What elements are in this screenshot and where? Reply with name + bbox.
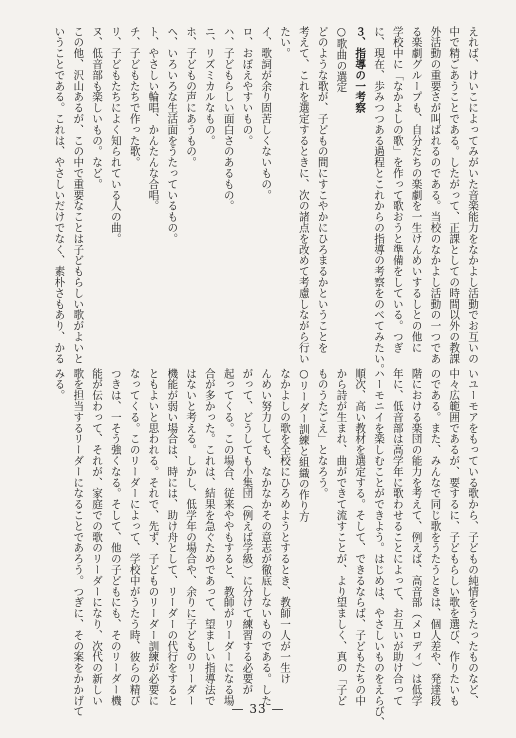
text-line: なってくる。このリーダーによって、学校中がうたう時、彼らの精ぴ: [128, 368, 141, 706]
text-line: ○リーダー訓練と組織の作り方: [297, 368, 310, 522]
text-line: つきは、一そう強くなる。そして、他の子どもにも、そのリーダー機: [109, 368, 122, 706]
upper-text-block: [42, 26, 482, 375]
text-line: 順次、高い教材を選定する。そして、できるならば、子どもたちの中: [354, 368, 367, 706]
text-line: がって、どうしても小集団（例えば学級）に分けて練習する必要が: [241, 368, 254, 695]
text-line: チ、子どもたちで作った歌。: [128, 26, 141, 168]
text-line: えれば、けいこによってみがいた音楽能力をなかよし活動でお互いの: [467, 26, 479, 364]
text-line: んめい努力しても、なかなかその意志が徹底しないものである。した: [260, 368, 273, 706]
text-line: 中で精ごあうことである。したがって、正課としての時間以外の教課: [448, 26, 461, 364]
text-line: ハ、子どもらしい面白さのあるもの。: [222, 26, 235, 212]
text-line: 合が多かった。これは、結果を急ぐためであって、望ましい指導法で: [203, 368, 216, 706]
text-line: ものうたごえ」となろう。: [316, 368, 329, 499]
text-line: に、現在、歩みつつある過程とこれからの指導の考察をのべてみたい。: [373, 26, 386, 375]
page-number: — 33 —: [231, 702, 285, 716]
text-line: 機能が弱い場合は、時には、助け舟として、リーダーの代行をすると: [166, 368, 179, 706]
text-line: ともよいと思われる。それで、先ず、子どものリーダー訓練が必要に: [147, 368, 160, 706]
text-line: いユーモアをもっている歌から、子どもの純情をうたったものなど、: [467, 368, 479, 706]
text-line: 能が伝わって、それが、家庭での歌のリーダーになり、次代の新しい: [91, 368, 104, 706]
text-line: 起ってくる。この場合、従来ややもすると、教師がリーダーになる場: [222, 368, 235, 706]
text-line: なかよしの歌を全校にひろめようとするとき、教師一人が一生け: [279, 368, 292, 685]
text-line: たい。: [279, 26, 292, 59]
text-line: る楽劇グループも、自分たちの楽劇を一生けんめいするしとの他に: [410, 26, 423, 353]
text-line: ○歌曲の選定: [335, 26, 348, 93]
text-line: ロ、おぼえやすいもの。: [241, 26, 254, 146]
text-line: 年に、低音部は高学年に歌わせることによって、お互いが助け合って: [391, 368, 404, 706]
text-line: 考えて、これを選定するときに、次の諸点を改めて考慮しながら行い: [297, 26, 310, 364]
text-line: 中々広範囲であるが、要するに、子どもらしい歌を選び、作りたいも: [448, 368, 461, 706]
text-line: ３、指導の一考察: [354, 26, 367, 114]
text-line: みる。: [53, 368, 66, 401]
text-line: 学校中に「なかよしの歌」を作って歌おうと準備をしている。つぎ: [391, 26, 404, 353]
text-line: のである。また、みんなで同じ歌をうたうときは、個人差や、発達段: [429, 368, 442, 706]
text-line: 歌を担当するリーダーになることであろう。つぎに、その案をかかげて: [72, 368, 85, 717]
text-line: ハーモニイを楽しむことができよう。はじめは、やさしいものをえらび、: [373, 368, 386, 728]
text-line: いうことである。これは、やさしいだけでなく、素朴さもあり、かる: [53, 26, 66, 364]
text-line: ヘ、いろいろな生活面をうたっているもの。: [166, 26, 179, 244]
text-line: ト、やさしい輪唱、かんたんな合唱。: [147, 26, 160, 212]
text-line: イ、歌詞が余り固苦しくないもの。: [260, 26, 273, 201]
text-line: ヌ、低音部も楽しいもの。など。: [91, 26, 104, 190]
text-line: どのような歌が、子どもの間にすこやかにひろまるかということを: [316, 26, 329, 353]
text-line: 階における楽団の能力を考えて、例えば、高音部（メロディ）は低学: [410, 368, 423, 706]
text-line: から詩が生まれ、曲ができて流すことが、より望ましく、真の「子ど: [335, 368, 348, 706]
text-line: ホ、子どもの声にあうもの。: [185, 26, 198, 168]
text-line: この他、沢山あるが、この中で重要なことは子どもらしい歌がよいと: [72, 26, 85, 364]
text-line: 外活動の重要さが叫ばれるのである。当校のなかよし活動の一つであ: [429, 26, 442, 364]
text-line: ニ、リズミカルなもの。: [203, 26, 216, 146]
text-line: はないと考える。しかし、低学年の場合や、余りに子どものリーダー: [185, 368, 198, 706]
text-line: リ、子どもたちによく知られている人の曲。: [109, 26, 122, 244]
